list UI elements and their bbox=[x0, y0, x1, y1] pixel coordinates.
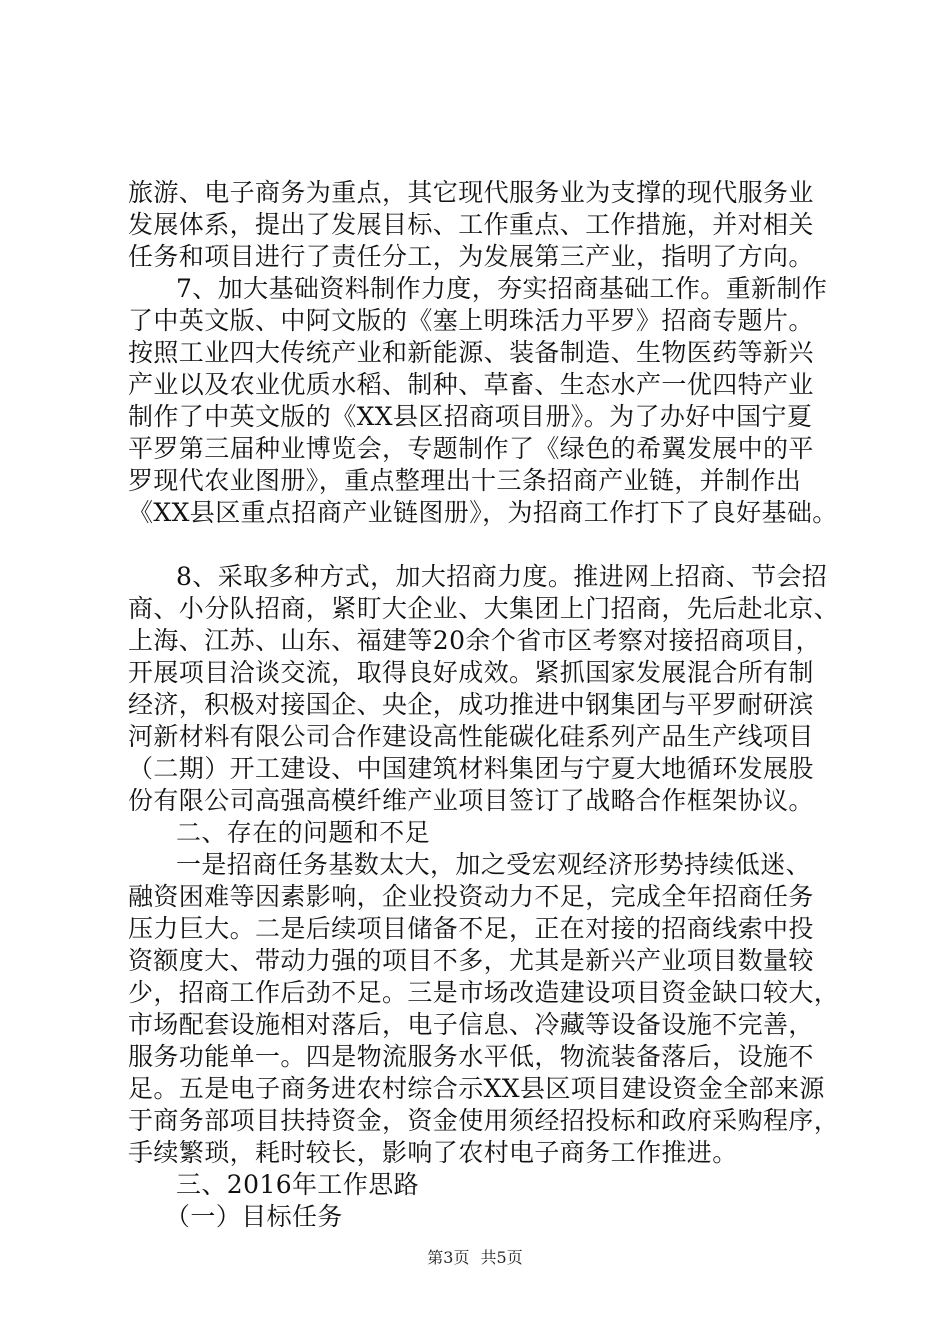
body-line-18: （二期）开工建设、中国建筑材料集团与宁夏大地循环发展股 bbox=[128, 754, 814, 783]
body-line-24: 资额度大、带动力强的项目不多，尤其是新兴产业项目数量较 bbox=[128, 946, 814, 975]
body-line-28: 足。五是电子商务进农村综合示XX县区项目建设资金全部来源 bbox=[128, 1074, 825, 1103]
body-line-27: 服务功能单一。四是物流服务水平低，物流装备落后，设施不 bbox=[128, 1042, 814, 1071]
body-line-23: 压力巨大。二是后续项目储备不足，正在对接的招商线索中投 bbox=[128, 914, 814, 943]
body-line-9: 平罗第三届种业博览会，专题制作了《绿色的希翼发展中的平 bbox=[128, 434, 814, 463]
body-line-17: 河新材料有限公司合作建设高性能碳化硅系列产品生产线项目 bbox=[128, 722, 814, 751]
page-footer bbox=[0, 1248, 950, 1268]
body-line-26: 市场配套设施相对落后，电子信息、冷藏等设备设施不完善， bbox=[128, 1010, 814, 1039]
body-line-19: 份有限公司高强高模纤维产业项目签订了战略合作框架协议。 bbox=[128, 786, 814, 815]
body-line-3: 任务和项目进行了责任分工，为发展第三产业，指明了方向。 bbox=[128, 242, 814, 271]
body-line-13: 商、小分队招商，紧盯大企业、大集团上门招商，先后赴北京、 bbox=[128, 594, 840, 623]
section-heading-2: 二、存在的问题和不足 bbox=[176, 818, 431, 847]
body-line-15: 开展项目洽谈交流，取得良好成效。紧抓国家发展混合所有制 bbox=[128, 658, 814, 687]
paragraph-7-line-1: 7、加大基础资料制作力度，夯实招商基础工作。重新制作 bbox=[176, 274, 828, 303]
body-line-6: 按照工业四大传统产业和新能源、装备制造、生物医药等新兴 bbox=[128, 338, 814, 367]
body-line-1: 旅游、电子商务为重点，其它现代服务业为支撑的现代服务业 bbox=[128, 178, 814, 207]
body-line-2: 发展体系，提出了发展目标、工作重点、工作措施，并对相关 bbox=[128, 210, 814, 239]
body-line-16: 经济，积极对接国企、央企，成功推进中钢集团与平罗耐研滨 bbox=[128, 690, 814, 719]
body-line-25: 少，招商工作后劲不足。三是市场改造建设项目资金缺口较大， bbox=[128, 978, 840, 1007]
body-line-10: 罗现代农业图册》，重点整理出十三条招商产业链，并制作出 bbox=[128, 466, 802, 495]
body-line-8: 制作了中英文版的《XX县区招商项目册》。为了办好中国宁夏 bbox=[128, 402, 813, 431]
body-line-14: 上海、江苏、山东、福建等20余个省市区考察对接招商项目， bbox=[128, 626, 822, 655]
subsection-heading-1: （一）目标任务 bbox=[165, 1202, 343, 1231]
body-line-30: 手续繁琐，耗时较长，影响了农村电子商务工作推进。 bbox=[128, 1138, 738, 1167]
body-line-29: 于商务部项目扶持资金，资金使用须经招投标和政府采购程序， bbox=[128, 1106, 840, 1135]
section-heading-3: 三、2016年工作思路 bbox=[176, 1170, 420, 1199]
body-line-22: 融资困难等因素影响，企业投资动力不足，完成全年招商任务 bbox=[128, 882, 814, 911]
page-number: 第3页 bbox=[427, 1248, 470, 1267]
page-total: 共5页 bbox=[480, 1248, 523, 1267]
paragraph-8-line-1: 8、采取多种方式，加大招商力度。推进网上招商、节会招 bbox=[176, 562, 828, 591]
problems-line-1: 一是招商任务基数太大，加之受宏观经济形势持续低迷、 bbox=[176, 850, 812, 879]
body-line-11: 《XX县区重点招商产业链图册》，为招商工作打下了良好基础。 bbox=[128, 498, 838, 527]
body-line-5: 了中英文版、中阿文版的《塞上明珠活力平罗》招商专题片。 bbox=[128, 306, 814, 335]
body-line-7: 产业以及农业优质水稻、制种、草畜、生态水产一优四特产业 bbox=[128, 370, 814, 399]
